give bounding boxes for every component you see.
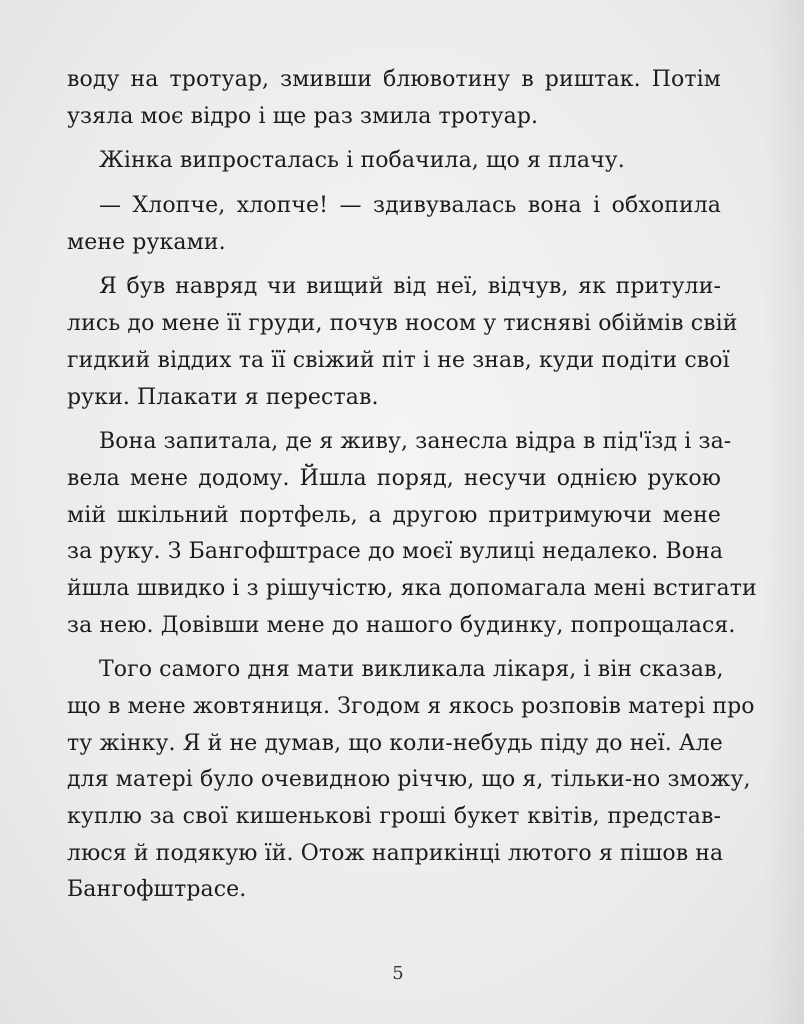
text-line: руки. Плакати я перестав.: [67, 384, 379, 410]
text-line: мій шкільний портфель, а другою притримуючи мене: [67, 502, 721, 528]
text-line: мене руками.: [67, 229, 226, 255]
text-line: за руку. З Бангофштрасе до моєї вулиці недалеко. Вона: [67, 539, 724, 565]
text-line: узяла моє відро і ще раз змила тротуар.: [67, 103, 539, 129]
text-line: Я був навряд чи вищий від неї, відчув, як притули-: [99, 274, 721, 300]
text-line: ту жінку. Я й не думав, що коли-небудь піду до неї. Але: [67, 730, 723, 756]
text-line: Бангофштрасе.: [67, 877, 247, 903]
text-line: для матері було очевидною річчю, що я, тільки-но зможу,: [67, 767, 751, 793]
text-line: гидкий віддих та її свіжий піт і не знав, куди подіти свої: [67, 347, 730, 373]
body-text: [67, 62, 757, 909]
text-line: куплю за свої кишенькові гроші букет квітів, представ-: [67, 804, 721, 830]
text-line: люся й подякую їй. Отож наприкінці лютого я пішов на: [67, 840, 724, 866]
text-line: Того самого дня мати викликала лікаря, і він сказав,: [99, 657, 724, 683]
text-line: за нею. Довівши мене до нашого будинку, попрощалася.: [67, 612, 736, 638]
text-line: Вона запитала, де я живу, занесла відра в під'їзд і за-: [99, 429, 732, 455]
text-line: — Хлопче, хлопче! — здивувалась вона і обхопила: [99, 193, 721, 219]
text-line: йшла швидко і з рішучістю, яка допомагала мені встигати: [67, 575, 757, 601]
text-line: вела мене додому. Йшла поряд, несучи однією рукою: [67, 465, 721, 491]
text-line: що в мене жовтяниця. Згодом я якось розповів матері про: [67, 694, 755, 719]
text-line: воду на тротуар, змивши блювотину в риштак. Потім: [67, 67, 721, 92]
page-number: 5: [392, 963, 404, 984]
text-line: лись до мене її груди, почув носом у тисняві обіймів свій: [67, 311, 738, 337]
text-line: Жінка випросталась і побачила, що я плачу.: [99, 148, 625, 174]
